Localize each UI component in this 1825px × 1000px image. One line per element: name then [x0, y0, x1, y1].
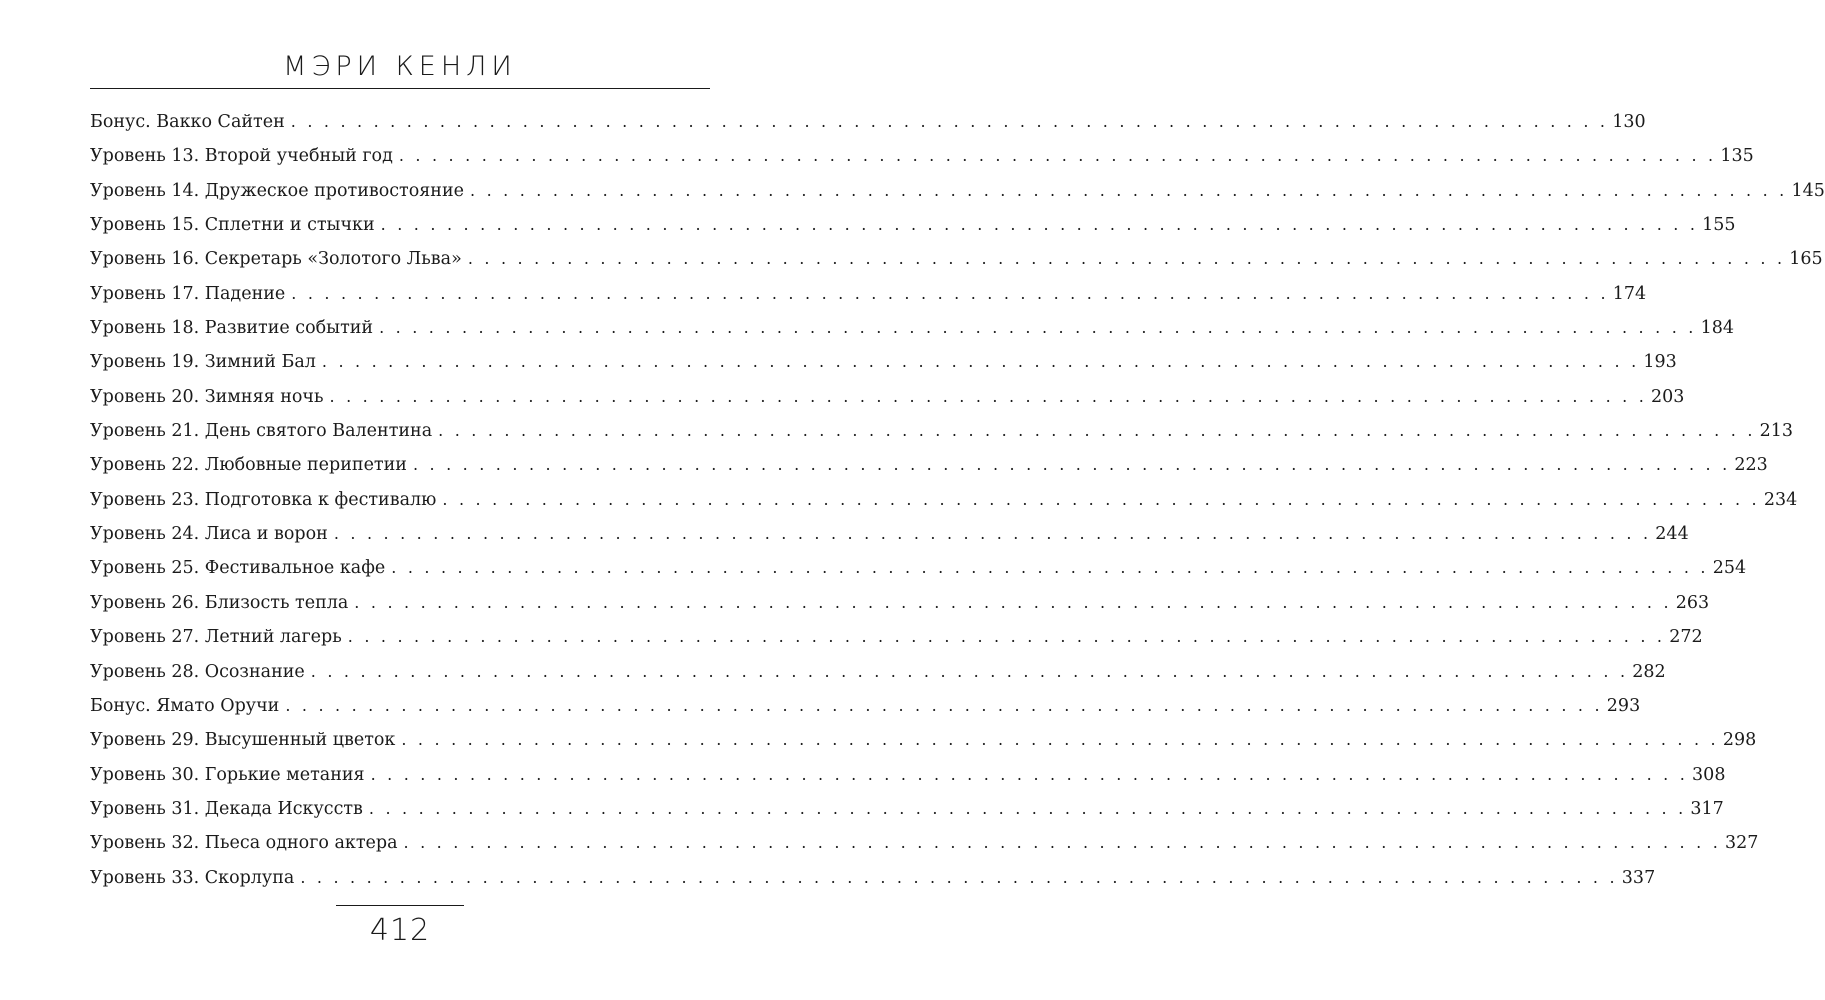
dot-leader: . . . . . . . . . . . . . . . . . . . . . . . . . . . . . . . . . . . . . . . . . . . . . . . . . . . . . . . . . . . . . . . . . . . . . . . . . . . . . . . .: [467, 249, 1786, 269]
toc-entry: [90, 689, 1641, 723]
toc-entry-title: Уровень 32. Пьеса одного актера: [90, 833, 398, 854]
toc-entry-title: Уровень 27. Летний лагерь: [90, 627, 342, 648]
toc-entry: [90, 723, 1757, 757]
dot-leader: . . . . . . . . . . . . . . . . . . . . . . . . . . . . . . . . . . . . . . . . . . . . . . . . . . . . . . . . . . . . . . . . . . . . . . . . . . . . . . . .: [370, 764, 1689, 784]
dot-leader: . . . . . . . . . . . . . . . . . . . . . . . . . . . . . . . . . . . . . . . . . . . . . . . . . . . . . . . . . . . . . . . . . . . . . . . . . . . . . . . .: [321, 352, 1640, 372]
toc-entry: [90, 174, 1825, 208]
toc-entry-page-number: 293: [1606, 695, 1641, 716]
toc-entry-page-number: 193: [1643, 352, 1677, 373]
toc-entry-page-number: 155: [1702, 215, 1736, 236]
toc-entry-title: Уровень 15. Сплетни и стычки: [90, 215, 375, 236]
dot-leader: . . . . . . . . . . . . . . . . . . . . . . . . . . . . . . . . . . . . . . . . . . . . . . . . . . . . . . . . . . . . . . . . . . . . . . . . . . . . . . . .: [329, 386, 1647, 406]
footer-rule: [336, 905, 464, 906]
dot-leader: . . . . . . . . . . . . . . . . . . . . . . . . . . . . . . . . . . . . . . . . . . . . . . . . . . . . . . . . . . . . . . . . . . . . . . . . . . . . . . . .: [391, 558, 1709, 578]
toc-entry: [90, 620, 1703, 654]
toc-entry-title: Уровень 23. Подготовка к фестивалю: [90, 489, 437, 510]
toc-entry-title: Уровень 17. Падение: [90, 283, 286, 304]
toc-entry-page-number: 272: [1669, 627, 1703, 648]
toc-entry-page-number: 308: [1692, 764, 1726, 785]
toc-entry-page-number: 165: [1789, 249, 1823, 270]
toc-entry: [90, 311, 1734, 345]
toc-entry-title: Уровень 33. Скорлупа: [90, 867, 295, 888]
toc-entry-page-number: 282: [1632, 661, 1666, 682]
toc-entry-page-number: 317: [1690, 798, 1724, 819]
toc-entry: [90, 105, 1646, 139]
toc-entry-page-number: 327: [1724, 833, 1759, 854]
dot-leader: . . . . . . . . . . . . . . . . . . . . . . . . . . . . . . . . . . . . . . . . . . . . . . . . . . . . . . . . . . . . . . . . . . . . . . . . . . . . . . . .: [290, 112, 1609, 131]
toc-entry-title: Бонус. Ямато Оручи: [90, 695, 280, 716]
dot-leader: . . . . . . . . . . . . . . . . . . . . . . . . . . . . . . . . . . . . . . . . . . . . . . . . . . . . . . . . . . . . . . . . . . . . . . . . . . . . . . . .: [442, 489, 1760, 509]
dot-leader: . . . . . . . . . . . . . . . . . . . . . . . . . . . . . . . . . . . . . . . . . . . . . . . . . . . . . . . . . . . . . . . . . . . . . . . . . . . . . . . .: [398, 146, 1717, 166]
table-of-contents: [90, 105, 1825, 895]
toc-entry: [90, 277, 1647, 311]
toc-entry-title: Уровень 28. Осознание: [90, 661, 305, 682]
dot-leader: . . . . . . . . . . . . . . . . . . . . . . . . . . . . . . . . . . . . . . . . . . . . . . . . . . . . . . . . . . . . . . . . . . . . . . . . . . . . . . . .: [403, 833, 1721, 853]
dot-leader: . . . . . . . . . . . . . . . . . . . . . . . . . . . . . . . . . . . . . . . . . . . . . . . . . . . . . . . . . . . . . . . . . . . . . . . . . . . . . . . .: [333, 524, 1652, 544]
toc-entry-page-number: 135: [1720, 146, 1754, 167]
toc-entry-page-number: 145: [1791, 180, 1825, 201]
toc-entry-title: Уровень 21. День святого Валентина: [90, 421, 433, 442]
toc-entry: [90, 380, 1685, 414]
dot-leader: . . . . . . . . . . . . . . . . . . . . . . . . . . . . . . . . . . . . . . . . . . . . . . . . . . . . . . . . . . . . . . . . . . . . . . . . . . . . . . . .: [380, 215, 1699, 235]
toc-entry-title: Уровень 14. Дружеское противостояние: [90, 180, 464, 201]
toc-entry-title: Уровень 25. Фестивальное кафе: [90, 558, 386, 579]
toc-entry: [90, 826, 1759, 860]
toc-entry-title: Уровень 26. Близость тепла: [90, 592, 349, 613]
dot-leader: . . . . . . . . . . . . . . . . . . . . . . . . . . . . . . . . . . . . . . . . . . . . . . . . . . . . . . . . . . . . . . . . . . . . . . . . . . . . . . . .: [438, 421, 1756, 441]
toc-entry-page-number: 174: [1612, 283, 1647, 304]
toc-entry: [90, 517, 1689, 551]
toc-entry: [90, 758, 1726, 792]
toc-entry-title: Уровень 29. Высушенный цветок: [90, 730, 396, 751]
toc-entry-page-number: 298: [1722, 730, 1757, 751]
toc-entry-title: Уровень 18. Развитие событий: [90, 318, 374, 339]
header-rule: [90, 88, 710, 89]
dot-leader: . . . . . . . . . . . . . . . . . . . . . . . . . . . . . . . . . . . . . . . . . . . . . . . . . . . . . . . . . . . . . . . . . . . . . . . . . . . . . . . .: [412, 455, 1731, 475]
toc-entry-page-number: 213: [1759, 421, 1794, 442]
dot-leader: . . . . . . . . . . . . . . . . . . . . . . . . . . . . . . . . . . . . . . . . . . . . . . . . . . . . . . . . . . . . . . . . . . . . . . . . . . . . . . . .: [354, 592, 1672, 612]
toc-entry-title: Уровень 24. Лиса и ворон: [90, 524, 328, 545]
toc-entry: [90, 483, 1798, 517]
toc-entry: [90, 448, 1768, 482]
toc-entry-title: Уровень 20. Зимняя ночь: [90, 386, 324, 407]
toc-entry: [90, 655, 1666, 689]
toc-entry-title: Уровень 19. Зимний Бал: [90, 352, 316, 373]
toc-entry: [90, 139, 1754, 173]
toc-entry: [90, 861, 1656, 895]
toc-entry-title: Уровень 30. Горькие метания: [90, 764, 365, 785]
toc-entry-page-number: 337: [1621, 867, 1656, 888]
dot-leader: . . . . . . . . . . . . . . . . . . . . . . . . . . . . . . . . . . . . . . . . . . . . . . . . . . . . . . . . . . . . . . . . . . . . . . . . . . . . . . . .: [379, 318, 1697, 338]
toc-entry: [90, 551, 1747, 585]
toc-entry-page-number: 254: [1712, 558, 1747, 579]
toc-entry: [90, 414, 1794, 448]
toc-entry-title: Уровень 16. Секретарь «Золотого Льва»: [90, 249, 462, 270]
toc-entry-title: Уровень 22. Любовные перипетии: [90, 455, 407, 476]
toc-entry: [90, 208, 1736, 242]
toc-entry: [90, 792, 1724, 826]
toc-entry: [90, 345, 1677, 379]
toc-entry-page-number: 223: [1734, 455, 1768, 476]
dot-leader: . . . . . . . . . . . . . . . . . . . . . . . . . . . . . . . . . . . . . . . . . . . . . . . . . . . . . . . . . . . . . . . . . . . . . . . . . . . . . . . .: [310, 661, 1629, 681]
dot-leader: . . . . . . . . . . . . . . . . . . . . . . . . . . . . . . . . . . . . . . . . . . . . . . . . . . . . . . . . . . . . . . . . . . . . . . . . . . . . . . . .: [300, 867, 1618, 887]
dot-leader: . . . . . . . . . . . . . . . . . . . . . . . . . . . . . . . . . . . . . . . . . . . . . . . . . . . . . . . . . . . . . . . . . . . . . . . . . . . . . . . .: [347, 627, 1666, 647]
toc-entry-page-number: 263: [1675, 592, 1710, 613]
toc-entry-title: Уровень 13. Второй учебный год: [90, 146, 393, 167]
toc-entry-page-number: 244: [1655, 524, 1689, 545]
dot-leader: . . . . . . . . . . . . . . . . . . . . . . . . . . . . . . . . . . . . . . . . . . . . . . . . . . . . . . . . . . . . . . . . . . . . . . . . . . . . . . . .: [368, 798, 1687, 818]
toc-entry-page-number: 184: [1700, 318, 1734, 339]
dot-leader: . . . . . . . . . . . . . . . . . . . . . . . . . . . . . . . . . . . . . . . . . . . . . . . . . . . . . . . . . . . . . . . . . . . . . . . . . . . . . . . .: [291, 283, 1609, 303]
dot-leader: . . . . . . . . . . . . . . . . . . . . . . . . . . . . . . . . . . . . . . . . . . . . . . . . . . . . . . . . . . . . . . . . . . . . . . . . . . . . . . . .: [285, 695, 1603, 715]
toc-entry-title: Бонус. Вакко Сайтен: [90, 112, 285, 132]
toc-entry-page-number: 130: [1612, 112, 1646, 132]
toc-entry: [90, 242, 1823, 276]
dot-leader: . . . . . . . . . . . . . . . . . . . . . . . . . . . . . . . . . . . . . . . . . . . . . . . . . . . . . . . . . . . . . . . . . . . . . . . . . . . . . . . .: [401, 730, 1719, 750]
toc-entry-title: Уровень 31. Декада Искусств: [90, 798, 363, 819]
toc-entry-page-number: 234: [1763, 489, 1798, 510]
toc-entry: [90, 586, 1710, 620]
toc-entry-page-number: 203: [1651, 386, 1685, 407]
running-head-author: МЭРИ КЕНЛИ: [283, 51, 517, 82]
dot-leader: . . . . . . . . . . . . . . . . . . . . . . . . . . . . . . . . . . . . . . . . . . . . . . . . . . . . . . . . . . . . . . . . . . . . . . . . . . . . . . . .: [470, 180, 1788, 200]
page-number: 412: [369, 913, 431, 948]
